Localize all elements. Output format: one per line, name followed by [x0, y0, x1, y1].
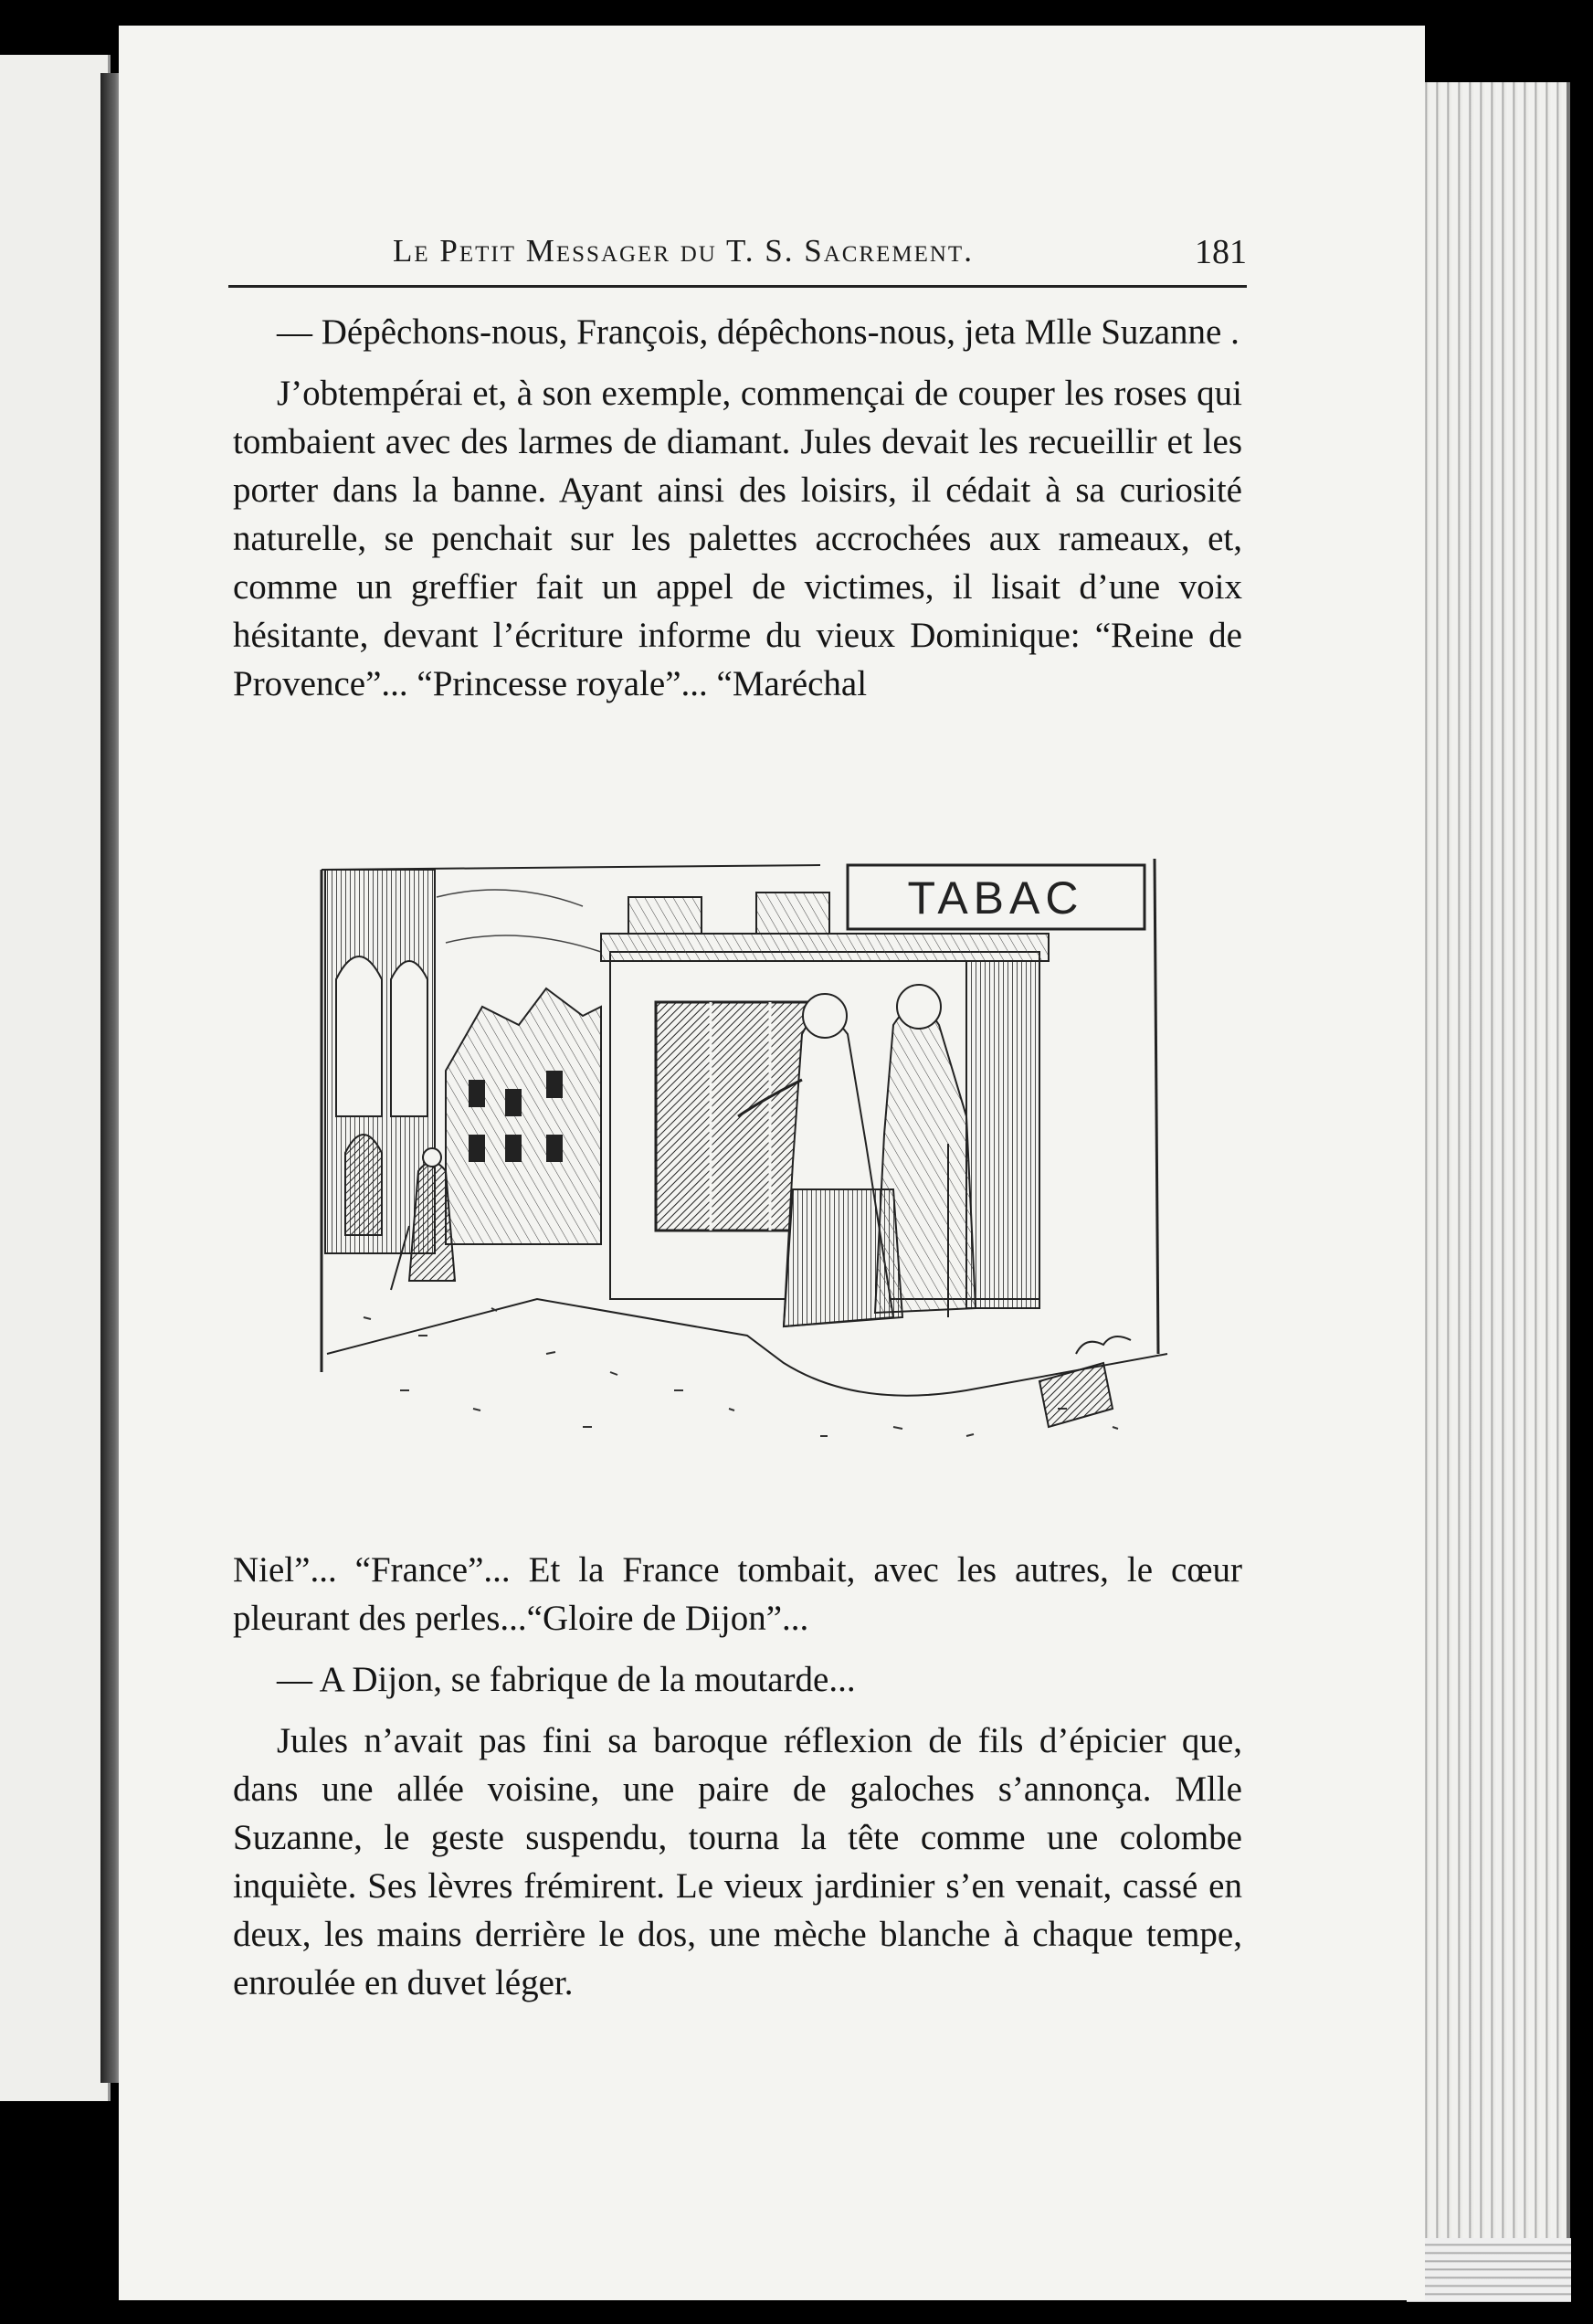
page-number: 181 — [1195, 233, 1247, 271]
running-header — [228, 228, 1247, 283]
left-page-edge — [0, 55, 111, 2101]
page-stack-bottom — [1407, 2238, 1571, 2302]
street-scene-illustration — [309, 842, 1175, 1518]
body-text-bottom — [233, 1546, 1242, 2020]
paragraph: — A Dijon, se fabrique de la moutarde... — [277, 1660, 856, 1699]
page-stack-edge — [1420, 82, 1570, 2293]
paragraph: — Dépêchons-nous, François, dépêchons-nous, jeta Mlle Suzanne . — [277, 312, 1240, 352]
running-title: Le Petit Messager du T. S. Sacrement. — [393, 233, 974, 269]
header-rule — [228, 285, 1247, 288]
body-text-top — [233, 308, 1242, 721]
doorway — [966, 961, 1039, 1308]
tabac-sign-text: TABAC — [907, 872, 1084, 924]
paragraph: Niel”... “France”... Et la France tombait, avec les autres, le cœur pleurant des perles...“Gloire de Dijon”... — [233, 1550, 1242, 1638]
paragraph: Jules n’avait pas fini sa baroque réflexion de fils d’épicier que, dans une allée voisine, une paire de galoches s’annonça. Mlle Suzanne, le geste suspendu, tourna la tête comme une colombe inquiète. Ses lèvres frémirent. Le vieux jardinier s’en venait, cassé en deux, les mains derrière le dos, une mèche blanche à chaque tempe, enroulée en duvet léger. — [233, 1721, 1242, 2002]
paragraph: J’obtempérai et, à son exemple, commençai de couper les roses qui tombaient avec des larmes de diamant. Jules devait les recueillir et les porter dans la banne. Ayant ainsi des loisirs, il cédait à sa curiosité naturelle, se penchait sur les palettes accrochées aux rameaux, et, comme un greffier fait un appel de victimes, il lisait d’une voix hésitante, devant l’écriture informe du vieux Dominique: “Reine de Provence”... “Princesse royale”... “Maréchal — [233, 374, 1242, 703]
